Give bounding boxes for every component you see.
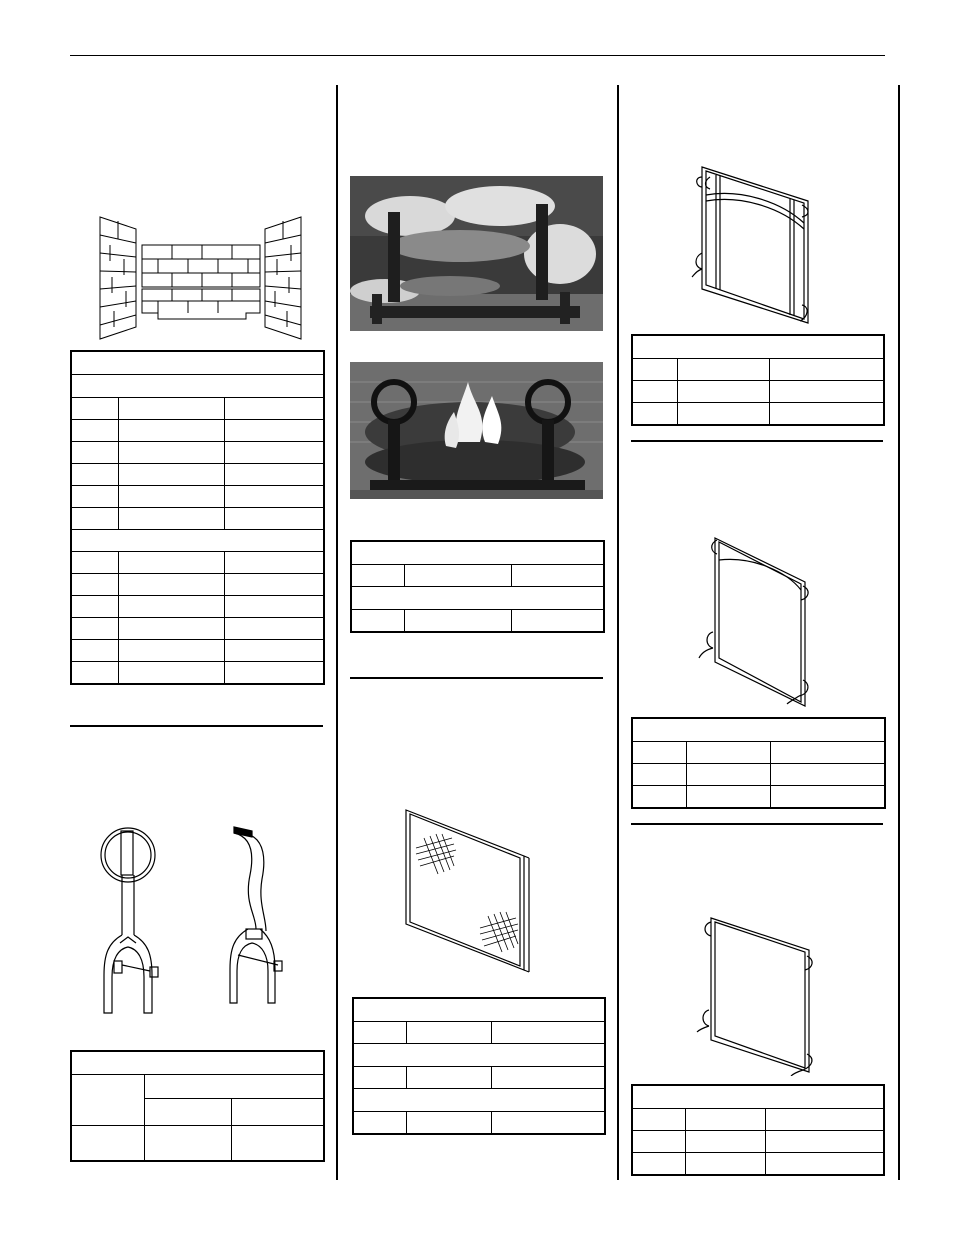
table-row [71, 398, 324, 420]
table-row [632, 381, 884, 403]
table-row [71, 1051, 324, 1075]
refractory-brick-panels-illustration [98, 215, 303, 341]
andiron-table [70, 1050, 325, 1162]
log-set-with-andirons-photo [350, 176, 603, 331]
arched-mesh-screen-illustration [690, 165, 820, 327]
section-rule [350, 677, 603, 679]
table-row [351, 565, 604, 587]
column-divider-3 [898, 85, 900, 1180]
section-rule [70, 725, 323, 727]
table-row [71, 1126, 324, 1162]
table-row [632, 359, 884, 381]
brick-panel-table [70, 350, 325, 685]
table-row [71, 375, 324, 398]
table-row [632, 1131, 884, 1153]
table-row [353, 1044, 605, 1067]
table-row [353, 1112, 605, 1135]
table-row [71, 596, 324, 618]
section-rule [631, 823, 883, 825]
table-row [351, 541, 604, 565]
table-row [353, 1089, 605, 1112]
column-divider-2 [617, 85, 619, 1180]
column-divider-1 [336, 85, 338, 1180]
table-row [71, 618, 324, 640]
table-row [71, 464, 324, 486]
table-row [71, 442, 324, 464]
table-row [353, 1067, 605, 1089]
table-row [71, 574, 324, 596]
ring-andiron-illustration [98, 825, 168, 1017]
log-set-table [350, 540, 605, 633]
flat-screen-table [631, 1084, 885, 1176]
table-row [632, 1085, 884, 1109]
table-row [71, 530, 324, 552]
table-row [351, 587, 604, 610]
table-row [632, 403, 884, 426]
curved-andiron-illustration [222, 825, 294, 1005]
arched-door-table [631, 717, 886, 809]
table-row [632, 1153, 884, 1176]
glass-panel-illustration [402, 808, 532, 976]
table-row [71, 640, 324, 662]
table-row [632, 742, 885, 764]
burning-log-set-with-ring-andirons-photo [350, 362, 603, 499]
table-row [71, 552, 324, 574]
arched-door-illustration [693, 534, 823, 710]
table-row [71, 508, 324, 530]
table-row [632, 335, 884, 359]
table-row [71, 1075, 324, 1099]
table-row [71, 662, 324, 685]
table-row [71, 486, 324, 508]
glass-panel-table [352, 997, 606, 1135]
flat-mesh-screen-illustration [693, 914, 823, 1076]
table-row [632, 764, 885, 786]
table-row [632, 718, 885, 742]
section-rule [631, 440, 883, 442]
table-row [632, 786, 885, 809]
arched-screen-table [631, 334, 885, 426]
table-row [71, 351, 324, 375]
table-row [353, 998, 605, 1022]
table-row [353, 1022, 605, 1044]
table-row [351, 610, 604, 633]
header-rule [70, 55, 885, 56]
table-row [71, 420, 324, 442]
table-row [632, 1109, 884, 1131]
